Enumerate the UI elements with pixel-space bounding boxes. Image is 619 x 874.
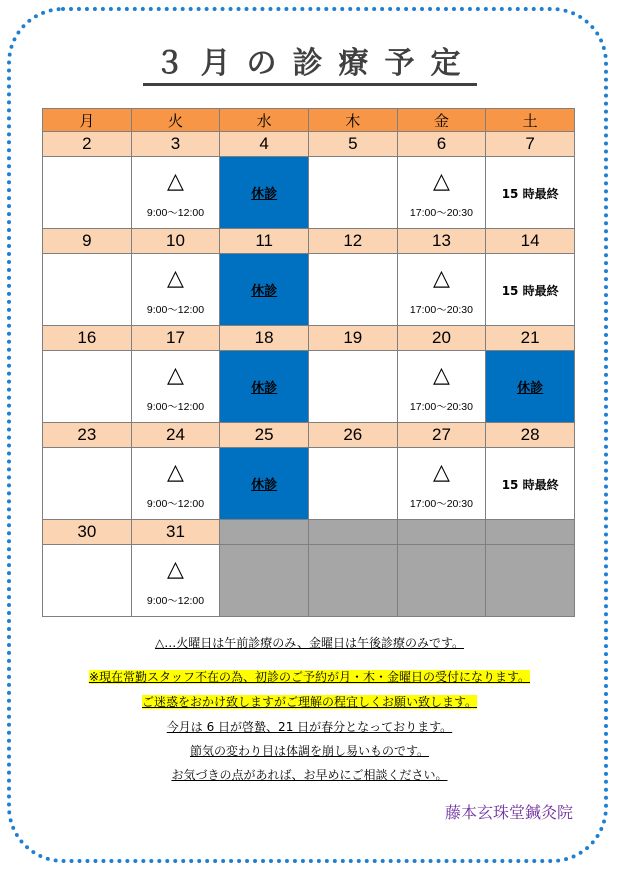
notice-reservation: ※現在常勤スタッフ不在の為、初診のご予約が月・木・金曜日の受付になります。 [88,670,531,684]
date-cell [308,520,397,545]
note-solar-terms: 今月は 6 日が啓蟄、21 日が春分となっております。 [166,720,453,734]
hours-text: 17:00～20:30 [409,304,473,316]
date-cell: 18 [220,326,309,351]
schedule-cell-empty [308,254,397,326]
hours-text: 9:00～12:00 [146,498,205,510]
triangle-icon: △ [167,266,184,291]
closed-label: 休診 [517,381,544,396]
note-contact: お気づきの点があれば、お早めにご相談ください。 [171,768,448,782]
triangle-icon: △ [432,460,450,485]
hours-text: 17:00～20:30 [409,498,473,510]
weekday-header: 木 [308,109,397,132]
last-reception-label: 15 時最終 [501,478,559,492]
date-cell: 11 [220,229,309,254]
date-cell: 17 [131,326,220,351]
schedule-cell-last-hour [486,448,575,520]
weekday-header: 水 [220,109,309,132]
date-cell: 23 [43,423,132,448]
date-cell [486,520,575,545]
schedule-cell-partial [397,254,486,326]
triangle-icon: △ [167,460,184,485]
date-cell: 7 [486,132,575,157]
schedule-cell-partial [131,545,220,617]
date-cell: 9 [43,229,132,254]
date-cell: 26 [308,423,397,448]
schedule-cell-closed [220,157,309,229]
hours-text: 9:00～12:00 [146,595,205,607]
date-cell: 4 [220,132,309,157]
triangle-icon: △ [432,266,450,291]
schedule-cell-partial [131,254,220,326]
triangle-icon: △ [432,363,450,388]
date-cell: 14 [486,229,575,254]
date-cell: 13 [397,229,486,254]
date-cell: 28 [486,423,575,448]
closed-label: 休診 [251,284,278,299]
closed-label: 休診 [251,381,278,396]
schedule-cell-closed [486,351,575,423]
schedule-cell-closed [220,254,309,326]
schedule-cell-empty [308,448,397,520]
date-cell: 5 [308,132,397,157]
date-cell: 25 [220,423,309,448]
last-reception-label: 15 時最終 [501,284,559,298]
notice-apology: ご迷惑をおかけ致しますがご理解の程宜しくお願い致します。 [141,695,478,709]
date-cell [397,520,486,545]
triangle-icon: △ [432,169,450,194]
date-cell: 21 [486,326,575,351]
calendar-table [42,108,575,617]
schedule-cell-unused [220,545,309,617]
closed-label: 休診 [251,478,278,493]
schedule-cell-empty [43,545,132,617]
schedule-cell-empty [43,448,132,520]
hours-text: 9:00～12:00 [146,401,205,413]
schedule-cell-unused [486,545,575,617]
schedule-cell-partial [397,157,486,229]
date-cell: 16 [43,326,132,351]
schedule-cell-empty [43,254,132,326]
schedule-cell-last-hour [486,254,575,326]
schedule-cell-empty [43,351,132,423]
date-cell: 24 [131,423,220,448]
date-cell: 30 [43,520,132,545]
hours-text: 17:00～20:30 [409,207,473,219]
triangle-icon: △ [167,169,184,194]
schedule-cell-partial [131,351,220,423]
date-cell [220,520,309,545]
legend-note: △…火曜日は午前診療のみ、金曜日は午後診療のみです。 [155,636,464,650]
date-cell: 31 [131,520,220,545]
triangle-icon: △ [167,363,184,388]
weekday-header: 月 [43,109,132,132]
date-cell: 6 [397,132,486,157]
note-health: 節気の変わり目は体調を崩し易いものです。 [189,744,430,758]
date-cell: 19 [308,326,397,351]
schedule-cell-partial [131,448,220,520]
schedule-cell-partial [131,157,220,229]
weekday-header: 金 [397,109,486,132]
date-cell: 3 [131,132,220,157]
clinic-name: 藤本玄珠堂鍼灸院 [444,803,573,822]
schedule-cell-empty [308,351,397,423]
date-cell: 2 [43,132,132,157]
schedule-cell-unused [308,545,397,617]
schedule-cell-last-hour [486,157,575,229]
hours-text: 9:00～12:00 [146,304,205,316]
date-cell: 10 [131,229,220,254]
hours-text: 17:00～20:30 [409,401,473,413]
weekday-header: 火 [131,109,220,132]
date-cell: 27 [397,423,486,448]
triangle-icon: △ [167,557,184,582]
date-cell: 20 [397,326,486,351]
schedule-cell-empty [308,157,397,229]
weekday-header: 土 [486,109,575,132]
hours-text: 9:00～12:00 [146,207,205,219]
last-reception-label: 15 時最終 [501,187,559,201]
schedule-cell-closed [220,448,309,520]
schedule-cell-unused [397,545,486,617]
closed-label: 休診 [251,187,278,202]
page-title: ３月の診療予定 [0,38,619,82]
date-cell: 12 [308,229,397,254]
schedule-cell-partial [397,351,486,423]
schedule-cell-partial [397,448,486,520]
schedule-cell-empty [43,157,132,229]
schedule-cell-closed [220,351,309,423]
